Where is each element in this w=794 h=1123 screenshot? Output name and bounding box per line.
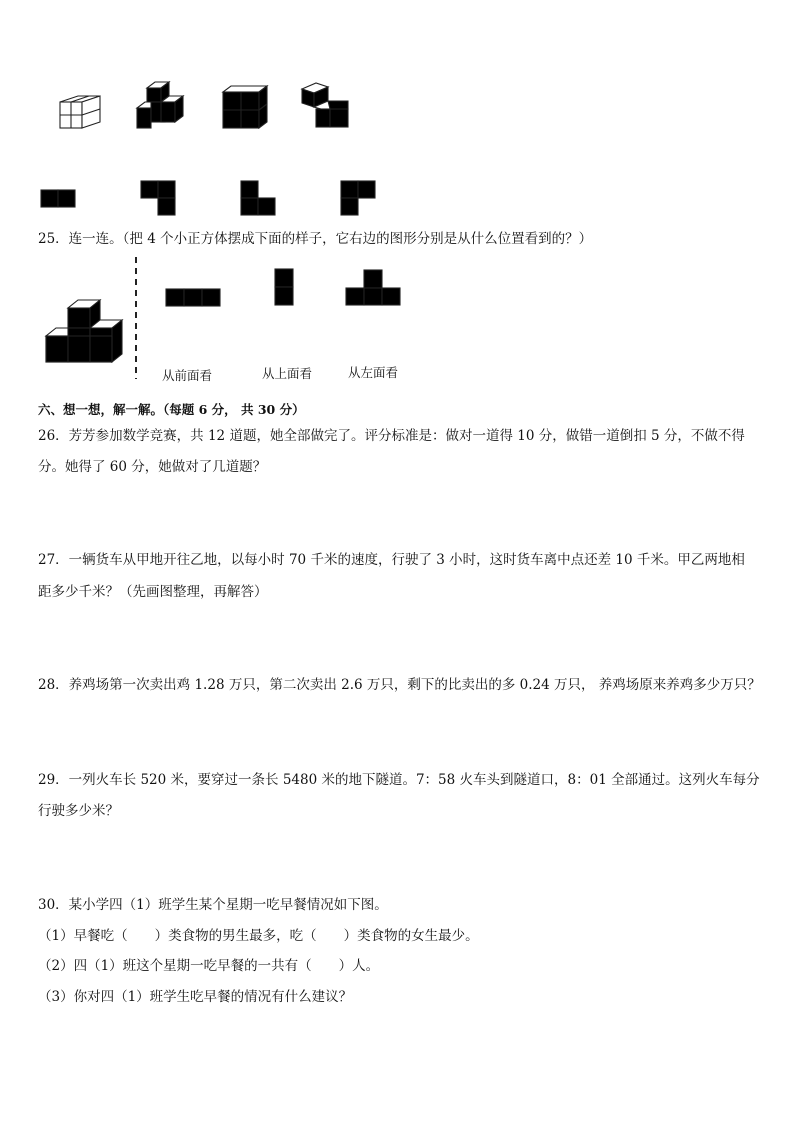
cube-arrangement-3 bbox=[221, 84, 271, 130]
divider-dashed-line bbox=[133, 257, 139, 379]
front-view-shape bbox=[165, 288, 223, 308]
top-view-shape bbox=[274, 268, 296, 308]
section-6-title: 六、想一想，解一解。（每题 6 分， 共 30 分） bbox=[38, 402, 305, 417]
view-shape-a bbox=[40, 189, 76, 209]
label-from-left: 从左面看 bbox=[348, 365, 399, 380]
question-27-line-1: 27．一辆货车从甲地开往乙地，以每小时 70 千米的速度，行驶了 3 小时，这时货车离中点还差 10 千米。甲乙两地相 bbox=[38, 552, 745, 568]
view-shape-d bbox=[340, 180, 376, 216]
cube-arrangement-2 bbox=[135, 80, 189, 132]
question-30-sub-1: （1）早餐吃（ ）类食物的男生最多，吃（ ）类食物的女生最少。 bbox=[38, 928, 479, 944]
label-from-top: 从上面看 bbox=[262, 366, 313, 381]
question-30-sub-2: （2）四（1）班这个星期一吃早餐的一共有（ ）人。 bbox=[38, 958, 380, 974]
question-26-line-1: 26．芳芳参加数学竞赛，共 12 道题，她全部做完了。评分标准是：做对一道得 10 分，做错一道倒扣 5 分，不做不得 bbox=[38, 428, 745, 444]
question-30-sub-3: （3）你对四（1）班学生吃早餐的情况有什么建议？ bbox=[38, 989, 353, 1005]
view-shape-c bbox=[240, 180, 276, 216]
cube-arrangement-1 bbox=[54, 94, 106, 130]
question-26-line-2: 分。她得了 60 分，她做对了几道题？ bbox=[38, 459, 267, 475]
question-29-line-2: 行驶多少米？ bbox=[38, 803, 119, 819]
left-view-shape bbox=[345, 269, 403, 307]
view-shape-b bbox=[140, 180, 176, 216]
cube-arrangement-4 bbox=[298, 79, 354, 131]
question-29-line-1: 29．一列火车长 520 米，要穿过一条长 5480 米的地下隧道。7：58 火车头到隧道口，8：01 全部通过。这列火车每分 bbox=[38, 772, 760, 788]
question-30-intro: 30．某小学四（1）班学生某个星期一吃早餐情况如下图。 bbox=[38, 897, 388, 913]
label-from-front: 从前面看 bbox=[162, 368, 213, 383]
question-27-line-2: 距多少千米？（先画图整理，再解答） bbox=[38, 584, 268, 600]
question-25-text: 25．连一连。（把 4 个小正方体摆成下面的样子，它右边的图形分别是从什么位置看到的？） bbox=[38, 231, 593, 247]
cube-stack-figure bbox=[44, 296, 124, 368]
question-28-line-1: 28．养鸡场第一次卖出鸡 1.28 万只，第二次卖出 2.6 万只，剩下的比卖出的多 0.24 万只， 养鸡场原来养鸡多少万只？ bbox=[38, 677, 761, 693]
